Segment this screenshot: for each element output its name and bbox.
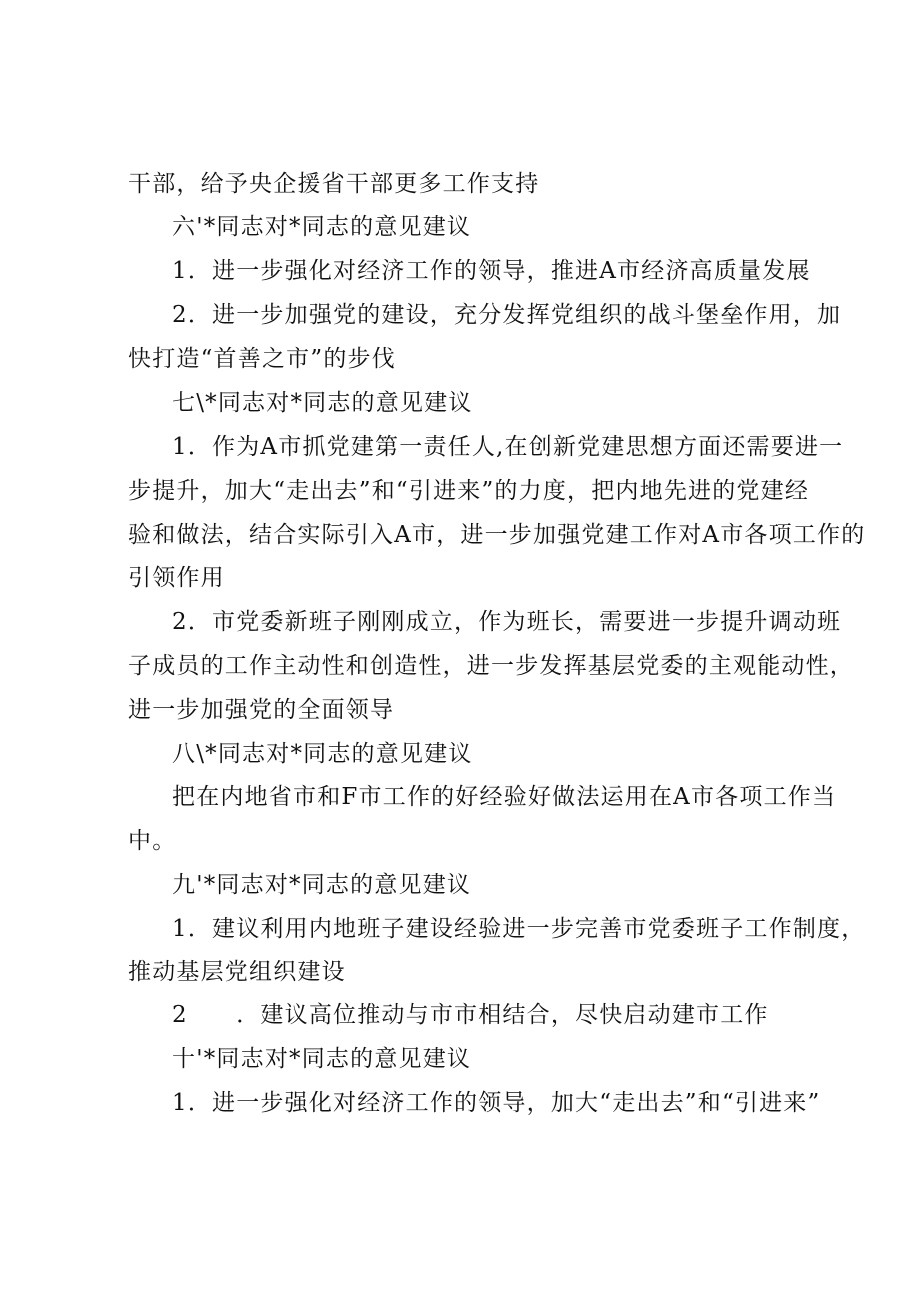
text-line: 引领作用 [128, 565, 225, 591]
section-heading: 九'*同志对*同志的意见建议 [172, 872, 472, 898]
text-line: 快打造“首善之市”的步伐 [128, 346, 396, 372]
text-line: 1．建议利用内地班子建设经验进一步完善市党委班子工作制度， [172, 916, 866, 942]
section-heading: 十'*同志对*同志的意见建议 [172, 1046, 472, 1072]
text-line: 1．进一步强化对经济工作的领导，推进A市经济高质量发展 [172, 258, 811, 284]
text-line: 干部，给予央企援省干部更多工作支持 [128, 171, 540, 197]
text-line: 验和做法，结合实际引入A市，进一步加强党建工作对A市各项工作的 [128, 522, 866, 548]
text-line: 2．市党委新班子刚刚成立，作为班长，需要进一步提升调动班 [172, 609, 842, 635]
section-heading: 七\*同志对*同志的意见建议 [172, 390, 473, 416]
text-line: 2 ．建议高位推动与市市相结合，尽快启动建市工作 [172, 1002, 769, 1028]
text-line: 进一步加强党的全面领导 [128, 697, 395, 723]
text-line: 2．进一步加强党的建设，充分发挥党组织的战斗堡垒作用，加 [172, 302, 842, 328]
section-heading: 六'*同志对*同志的意见建议 [172, 214, 472, 240]
text-line: 子成员的工作主动性和创造性，进一步发挥基层党委的主观能动性， [128, 653, 854, 679]
text-line: 中。 [128, 828, 177, 854]
text-line: 1．进一步强化对经济工作的领导，加大“走出去”和“引进来” [172, 1090, 821, 1116]
text-line: 步提升，加大“走出去”和“引进来”的力度，把内地先进的党建经 [128, 478, 810, 504]
text-line: 推动基层党组织建设 [128, 959, 346, 985]
text-line: 1．作为A市抓党建第一责任人,在创新党建思想方面还需要进一 [172, 434, 844, 460]
text-line: 把在内地省市和F市工作的好经验好做法运用在A市各项工作当 [172, 784, 837, 810]
section-heading: 八\*同志对*同志的意见建议 [172, 741, 473, 767]
